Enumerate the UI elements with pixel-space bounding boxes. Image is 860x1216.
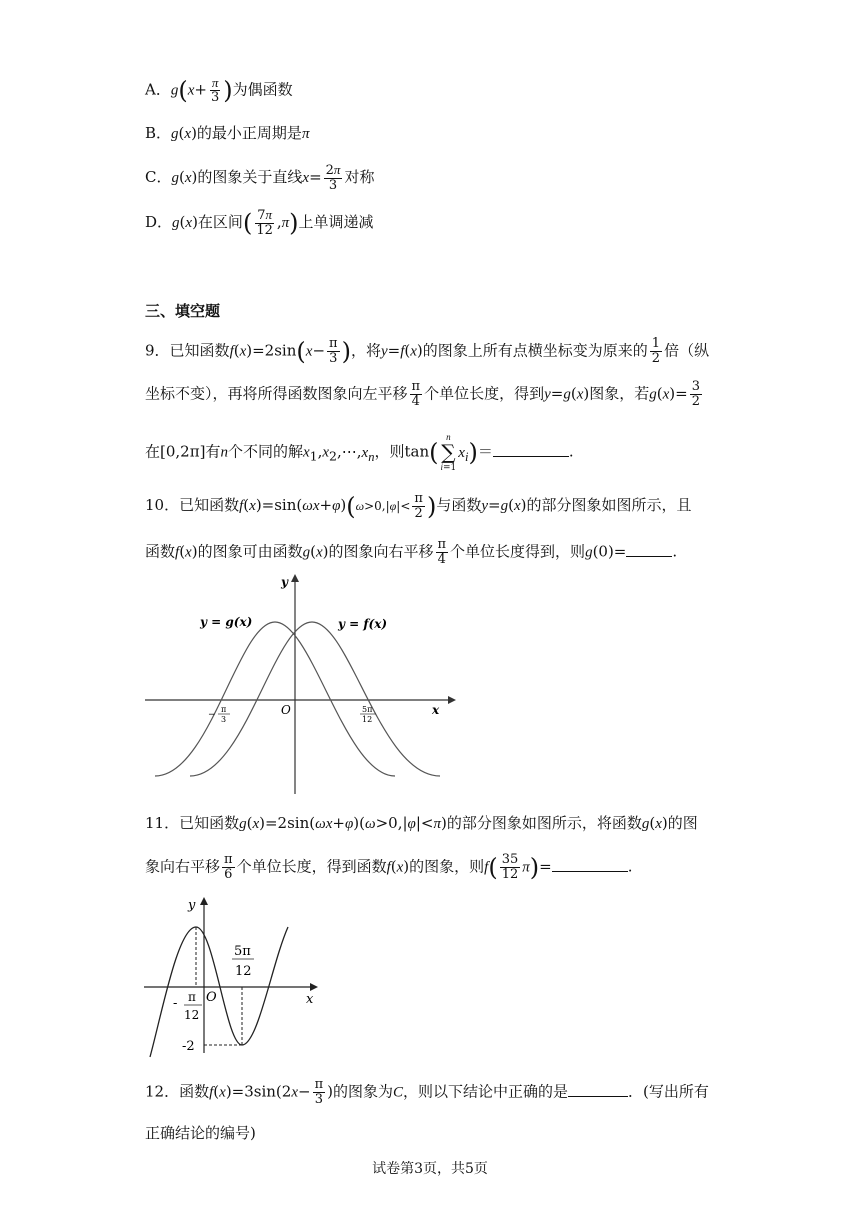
option-b: B．g(x)的最小正周期是π [145,124,310,142]
q10-tick-left-num: π [221,705,227,714]
q11-tick-right-num: 5π [234,944,251,959]
q9-line3: 在[0,2π]有n个不同的解$x_1,x_2,\cdots,x_n$，则tan( n ∑ i=1 $x_i)=$ . [145,432,574,473]
q11-graph [140,893,330,1063]
option-a-label: A． [145,80,171,99]
q10-line2: 函数f(x)的图象可由函数g(x)的图象向右平移 $\frac{\pi}{4}$ 个单位长度得到，则g(0)= . [145,537,678,567]
q11-line1: 11．已知函数g(x)=2sin(ωx+φ)(ω>0,|φ|<π)的部分图象如图所示，将函数g(x)的图 [145,814,698,832]
q10-label-f: y = f(x) [338,617,388,631]
option-c-text: 的图象关于直线 [197,168,303,186]
option-d-tail: 上单调递减 [298,213,374,231]
q11-tick-left-den: 12 [184,1008,200,1022]
q10-label-g: y = g(x) [200,615,253,629]
option-c-tail: 对称 [344,168,375,186]
q11-curve-g [150,927,288,1057]
option-d: D．g(x)在区间( $\frac{7\pi}{12}$ ,π)上单调递减 [145,207,374,238]
q10-answer-blank [626,544,672,557]
q9-line2: 坐标不变），再将所得函数图象向左平移 $\frac{\pi}{4}$ 个单位长度，得到y=g(x)图象，若g(x)= $\frac{3}{2}$ [145,379,700,409]
q9-line1: 9．已知函数f(x)=2sin(x− $\frac{\pi}{3}$ )，将y=f(x)的图象上所有点横坐标变为原来的 $\frac{1}{2}$ 倍（纵 [145,336,710,366]
q10-y-label: y [281,575,288,589]
q10-x-label: x [432,703,440,717]
section-title: 三、填空题 [145,302,221,320]
option-a: A．g(x+ $\frac{\pi}{3}$ )为偶函数 [145,75,293,105]
q10-line1: 10．已知函数f(x)=sin(ωx+φ)(ω>0,|φ|< $\frac{\pi}{2}$ )与函数y=g(x)的部分图象如图所示，且 [145,491,692,521]
option-a-text: 为偶函数 [232,80,293,99]
q10-tick-right-num: 5π [362,705,373,714]
q11-y-arrow [200,897,208,905]
option-b-label: B． [145,124,172,142]
q12-answer-blank [568,1084,628,1097]
q10-origin-label: O [281,703,291,717]
q11-tick-left-sign: - [173,996,178,1011]
q11-answer-blank [552,859,628,872]
q11-origin-label: O [206,990,217,1005]
q10-tick-left-den: 3 [221,715,227,724]
page-footer: 试卷第3页，共5页 [372,1161,488,1177]
q10-graph [140,570,460,798]
q10-tick-right-den: 12 [362,715,373,724]
option-d-label: D． [145,213,173,231]
q10-curve-f [190,622,440,776]
q9-answer-blank [493,444,569,457]
q11-tick-left-num: π [188,990,196,1004]
option-d-text: 在区间 [197,213,243,231]
option-b-text: 的最小正周期是 [196,124,302,142]
q11-y-label: y [188,898,196,913]
q11-tick-right-den: 12 [235,964,252,979]
option-c-label: C． [145,168,172,186]
q11-x-label: x [306,992,314,1007]
q10-tick-left-sign: − [208,710,216,720]
q10-x-arrow [448,696,456,704]
q11-ymin-label: -2 [182,1039,195,1054]
q10-curve-g [155,622,395,776]
q12-line2: 正确结论的编号) [145,1124,256,1142]
q12-line1: 12．函数f(x)=3sin(2x− $\frac{\pi}{3}$ )的图象为C，则以下结论中正确的是 ．(写出所有 [145,1077,709,1107]
q10-y-arrow [291,574,299,582]
q11-x-arrow [310,983,318,991]
option-c: C．g(x)的图象关于直线x= $\frac{2\pi}{3}$ 对称 [145,162,375,193]
q11-line2: 象向右平移 $\frac{\pi}{6}$ 个单位长度，得到函数f(x)的图象，则f( $\frac{35}{12}$ π)= . [145,852,633,882]
